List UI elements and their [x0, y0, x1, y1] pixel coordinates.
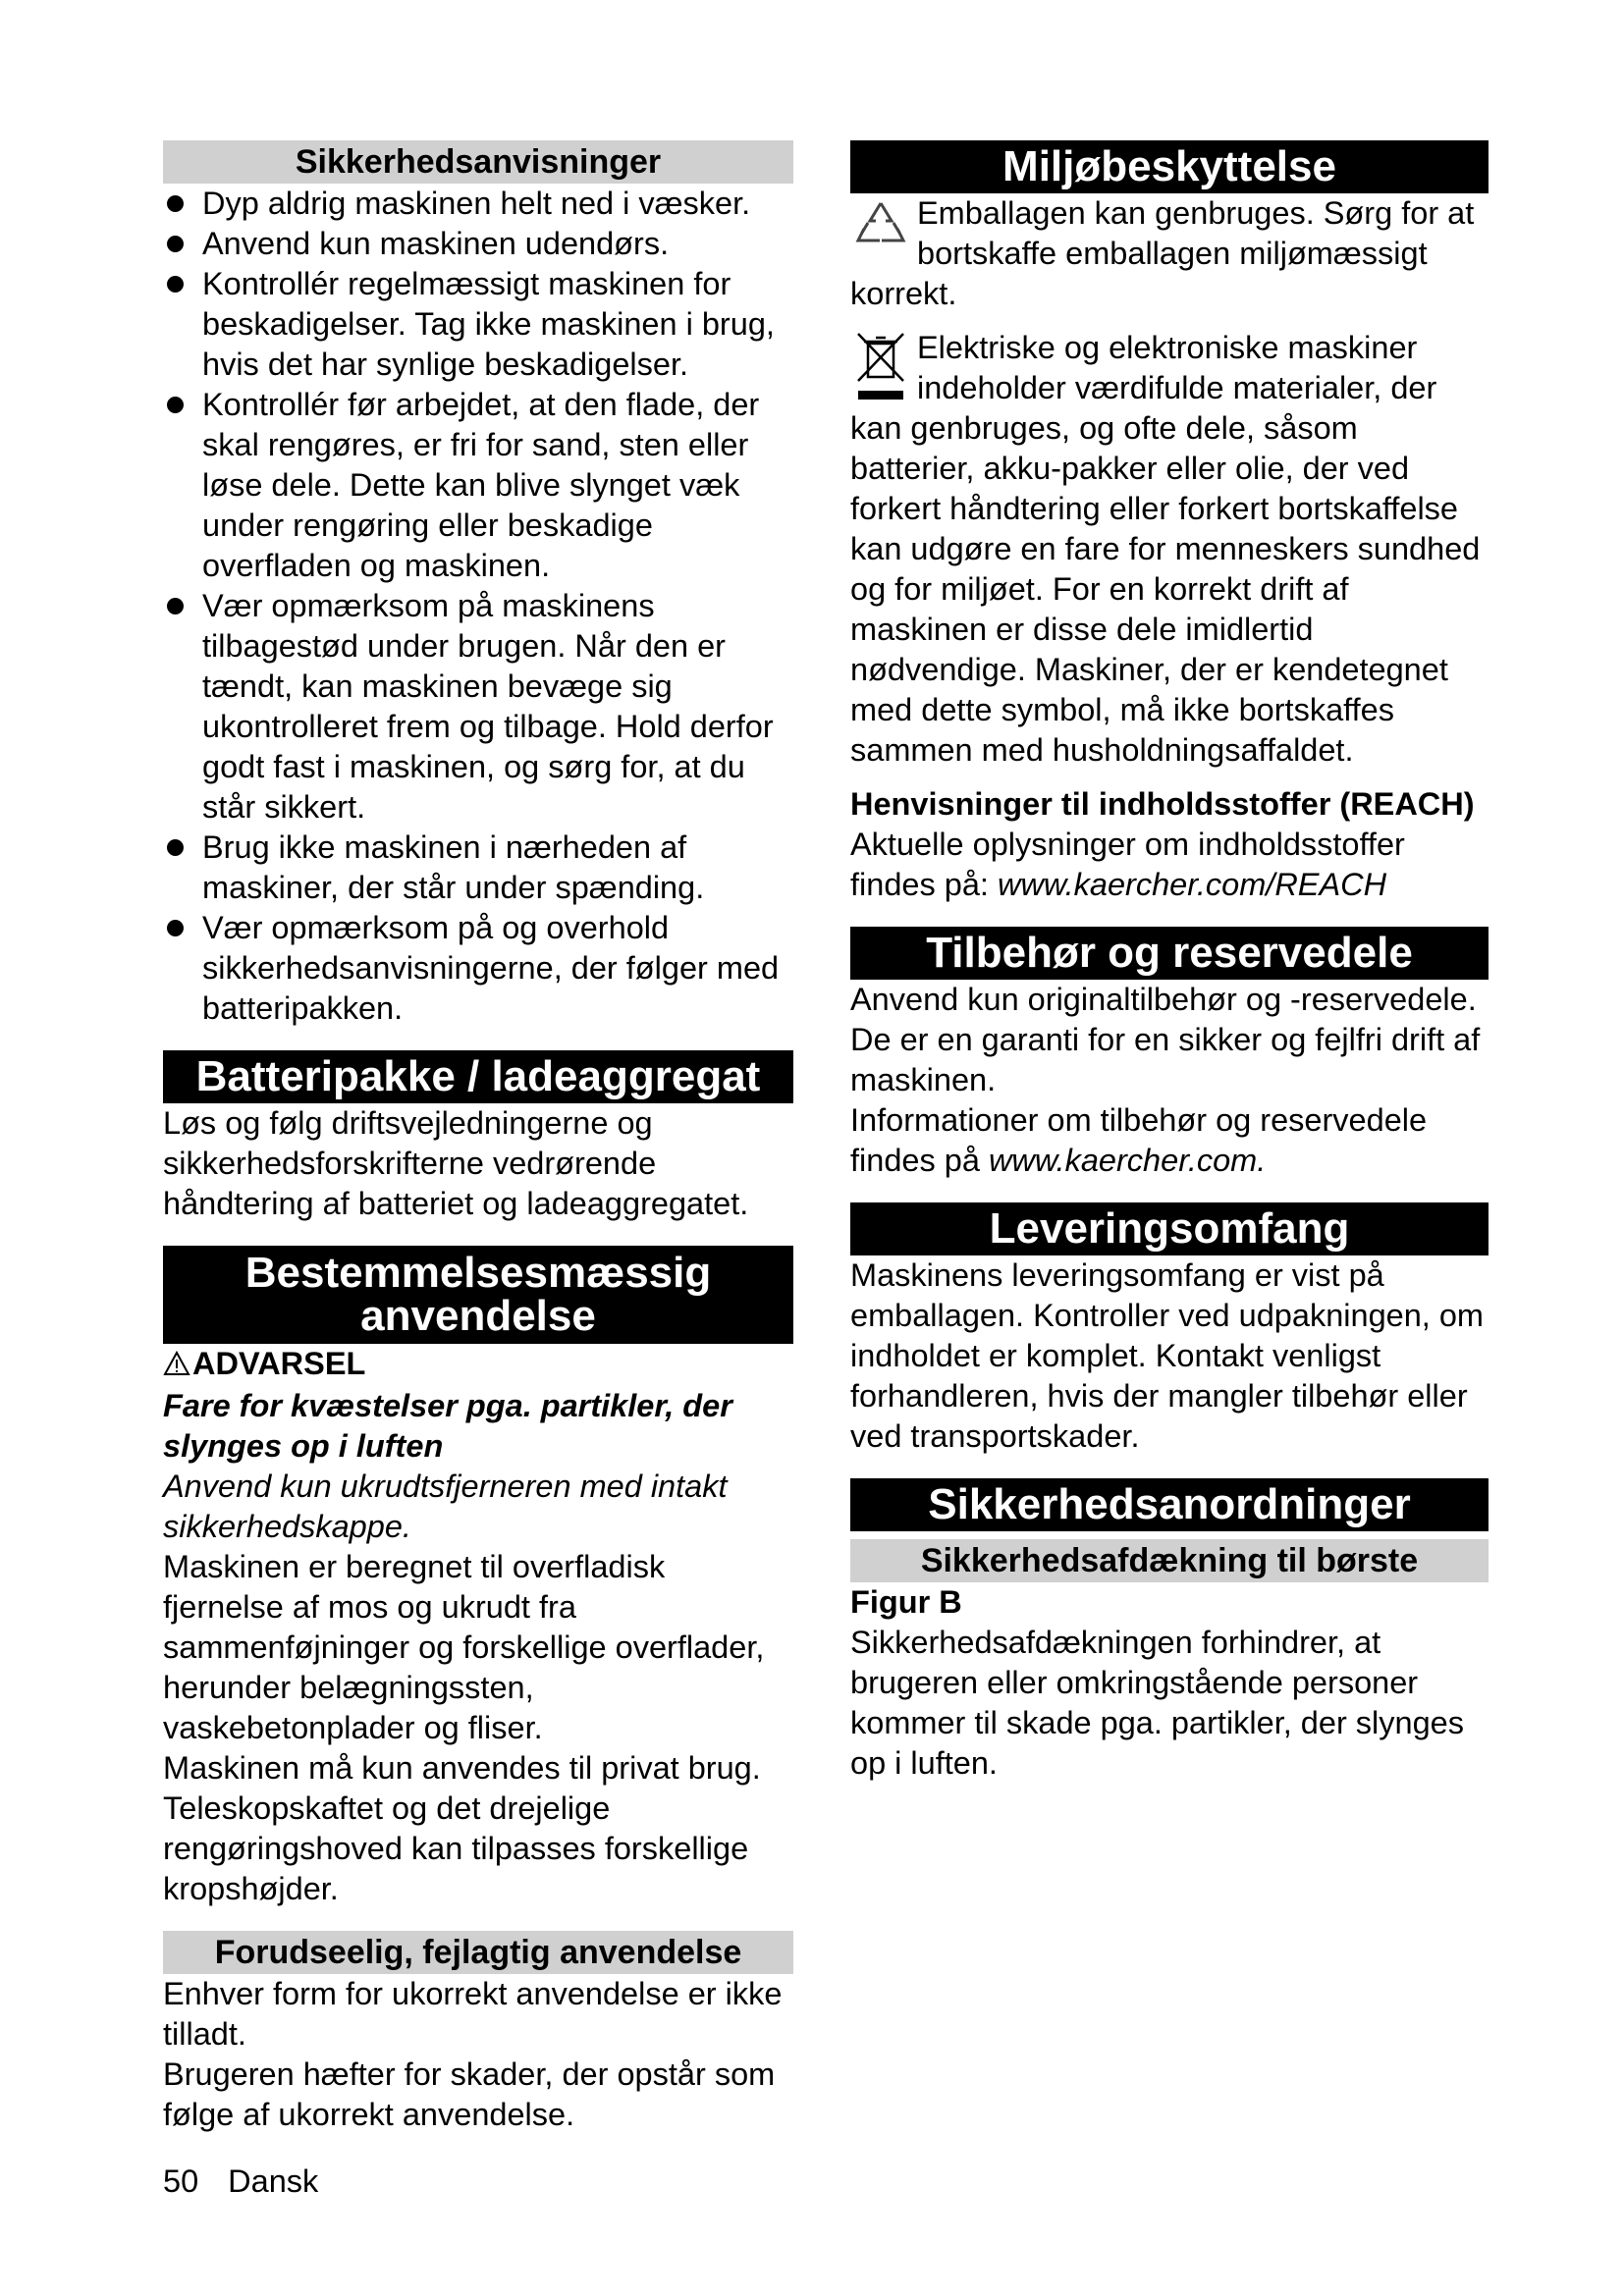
environment-text-1: Emballagen kan genbruges. Sørg for at bortskaffe emballagen miljømæssigt korrekt. [850, 195, 1475, 311]
accessories-link[interactable]: www.kaercher.com. [988, 1143, 1267, 1178]
accessories-text-2: Informationer om tilbehør og reservedele findes på [850, 1102, 1428, 1178]
list-item [163, 385, 793, 586]
intended-use-text-3: Teleskopskaftet og det drejelige rengøringshoved kan tilpasses forskellige kropshøjder. [163, 1790, 749, 1906]
warning-label: ADVARSEL [192, 1346, 366, 1381]
misuse-heading: Forudseelig, fejlagtig anvendelse [163, 1931, 793, 1974]
intended-use-text-1: Maskinen er beregnet til overfladisk fjernelse af mos og ukrudt fra sammenføjninger og forskellige overflader, herunder belægningssten, vaskebetonplader og fliser. [163, 1549, 765, 1745]
safety-bullet-list [163, 184, 793, 1029]
bullet-text: Kontrollér før arbejdet, at den flade, der skal rengøres, er fri for sand, sten eller løse dele. Dette kan blive slynget væk under rengøring eller beskadige overfladen og maskinen. [202, 387, 760, 583]
bullet-text: Dyp aldrig maskinen helt ned i væsker. [202, 186, 751, 221]
brush-cover-text: Sikkerhedsafdækningen forhindrer, at brugeren eller omkringstående personer kommer til skade pga. partikler, der slynges op i luften. [850, 1625, 1464, 1781]
left-column [163, 140, 793, 2135]
page-number: 50 [163, 2163, 199, 2199]
bullet-text: Vær opmærksom på maskinens tilbagestød under brugen. Når den er tændt, kan maskinen bevæge sig ukontrolleret frem og tilbage. Hold derfor godt fast i maskinen, og sørg for, at du står sikkert. [202, 588, 774, 825]
recycle-icon [850, 193, 917, 262]
list-item [163, 224, 793, 264]
bullet-text: Kontrollér regelmæssigt maskinen for beskadigelser. Tag ikke maskinen i brug, hvis det har synlige beskadigelser. [202, 266, 775, 382]
right-column [850, 140, 1489, 1784]
list-item [163, 908, 793, 1029]
bullet-icon [167, 839, 184, 856]
footer-language: Dansk [228, 2163, 319, 2199]
accessories-heading: Tilbehør og reservedele [850, 927, 1489, 980]
environment-text-2: Elektriske og elektroniske maskiner indeholder værdifulde materialer, der kan genbruges, og ofte dele, såsom batterier, akku-pakker eller olie, der ved forkert håndtering eller forkert bortskaffelse kan udgøre en fare for menneskers sundhed og for miljøet. For en korrekt drift af maskinen er disse dele imidlertid nødvendige. Maskiner, der er kendetegnet med dette symbol, må ikke bortskaffes sammen med husholdningsaffaldet. [850, 330, 1481, 768]
warning-text: Anvend kun ukrudtsfjerneren med intakt sikkerhedskappe. [163, 1468, 728, 1544]
intended-use-heading-line2: anvendelse [360, 1292, 596, 1340]
warning-triangle-icon [163, 1346, 190, 1386]
environment-heading: Miljøbeskyttelse [850, 140, 1489, 193]
intended-use-heading-line1: Bestemmelsesmæssig [244, 1249, 712, 1297]
scope-of-delivery-text: Maskinens leveringsomfang er vist på emballagen. Kontroller ved udpakningen, om indholdet er komplet. Kontakt venligst forhandleren, hvis der mangler tilbehør eller ved transportskader. [850, 1257, 1485, 1454]
intended-use-text-2: Maskinen må kun anvendes til privat brug. [163, 1750, 761, 1786]
page-footer [163, 2162, 348, 2201]
bullet-icon [167, 276, 184, 293]
list-item [163, 264, 793, 385]
figure-label: Figur B [850, 1584, 962, 1620]
recycle-paragraph [850, 193, 1489, 314]
warning-title: Fare for kvæstelser pga. partikler, der slynges op i luften [163, 1388, 732, 1464]
reach-text: Aktuelle oplysninger om indholdsstoffer findes på: [850, 827, 1405, 902]
scope-of-delivery-heading: Leveringsomfang [850, 1202, 1489, 1255]
intended-use-heading [163, 1246, 793, 1344]
weee-paragraph [850, 328, 1489, 771]
bullet-icon [167, 920, 184, 936]
bullet-text: Anvend kun maskinen udendørs. [202, 226, 670, 261]
accessories-text-1: Anvend kun originaltilbehør og -reservedele. De er en garanti for en sikker og fejlfri drift af maskinen. [850, 982, 1481, 1097]
list-item [163, 828, 793, 908]
safety-instructions-heading: Sikkerhedsanvisninger [163, 140, 793, 184]
crossed-bin-icon [850, 328, 917, 397]
reach-paragraph [850, 825, 1489, 905]
list-item [163, 586, 793, 828]
bullet-icon [167, 236, 184, 252]
bullet-icon [167, 598, 184, 614]
accessories-paragraph [850, 1100, 1489, 1181]
bullet-icon [167, 397, 184, 413]
reach-link[interactable]: www.kaercher.com/REACH [997, 867, 1387, 902]
bullet-icon [167, 195, 184, 212]
bullet-text: Brug ikke maskinen i nærheden af maskiner, der står under spænding. [202, 829, 705, 905]
battery-heading: Batteripakke / ladeaggregat [163, 1050, 793, 1103]
warning-label-line [163, 1344, 793, 1386]
brush-cover-heading: Sikkerhedsafdækning til børste [850, 1539, 1489, 1582]
battery-text: Løs og følg driftsvejledningerne og sikkerhedsforskrifterne vedrørende håndtering af batteriet og ladeaggregatet. [163, 1105, 749, 1221]
safety-devices-heading: Sikkerhedsanordninger [850, 1478, 1489, 1531]
list-item [163, 184, 793, 224]
misuse-text-2: Brugeren hæfter for skader, der opstår som følge af ukorrekt anvendelse. [163, 2056, 776, 2132]
bullet-text: Vær opmærksom på og overhold sikkerhedsanvisningerne, der følger med batteripakken. [202, 910, 780, 1026]
misuse-text-1: Enhver form for ukorrekt anvendelse er ikke tilladt. [163, 1976, 783, 2052]
reach-heading: Henvisninger til indholdsstoffer (REACH) [850, 786, 1475, 822]
